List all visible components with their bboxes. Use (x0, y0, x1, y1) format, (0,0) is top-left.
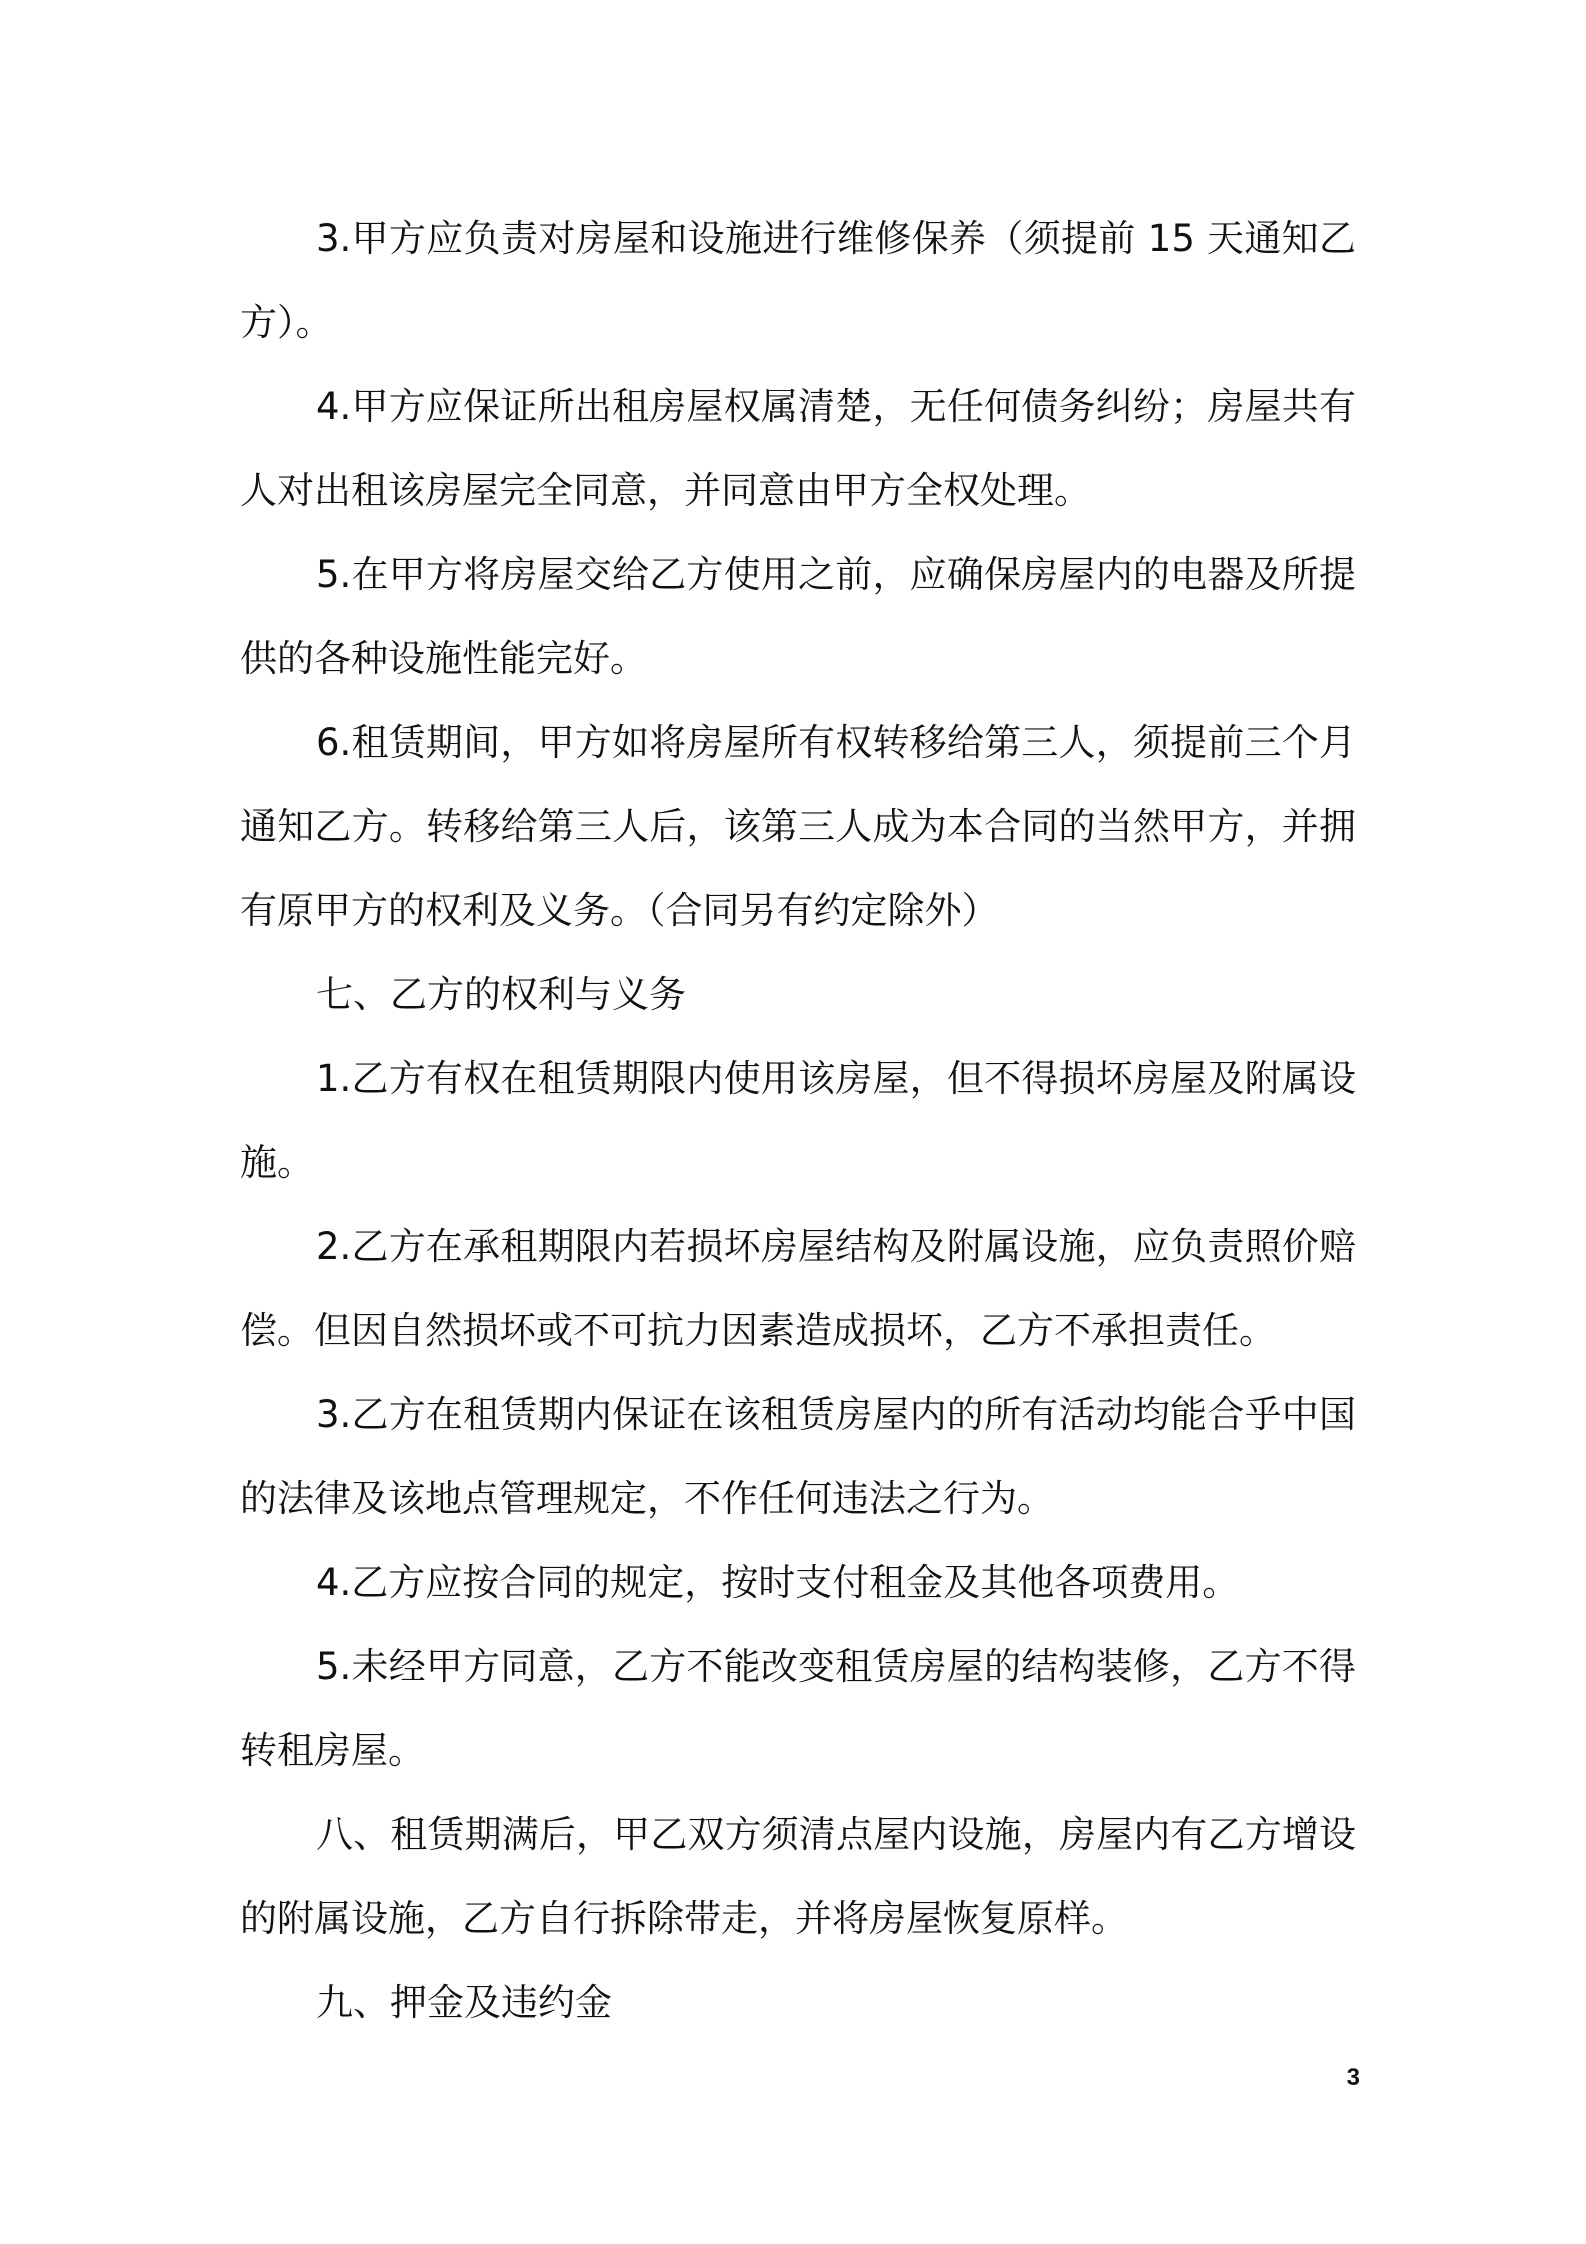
section-heading-tenant-rights: 七、乙方的权利与义务 (316, 973, 686, 1016)
paragraph-landlord-maintenance: 3.甲方应负责对房屋和设施进行维修保养（须提前 15 天通知乙方）。 (240, 217, 1356, 344)
paragraph-tenant-payment: 4.乙方应按合同的规定，按时支付租金及其他各项费用。 (316, 1561, 1240, 1604)
paragraph-tenant-use: 1.乙方有权在租赁期限内使用该房屋，但不得损坏房屋及附属设施。 (240, 1057, 1356, 1184)
page-number: 3 (1346, 2064, 1360, 2091)
paragraph-tenant-sublet: 5.未经甲方同意，乙方不能改变租赁房屋的结构装修，乙方不得转租房屋。 (240, 1645, 1356, 1772)
paragraph-tenant-damage: 2.乙方在承租期限内若损坏房屋结构及附属设施，应负责照价赔偿。但因自然损坏或不可抗力因素造成损坏，乙方不承担责任。 (240, 1225, 1356, 1352)
section-heading-lease-end: 八、租赁期满后，甲乙双方须清点屋内设施，房屋内有乙方增设的附属设施，乙方自行拆除带走，并将房屋恢复原样。 (240, 1813, 1356, 1940)
paragraph-tenant-legal: 3.乙方在租赁期内保证在该租赁房屋内的所有活动均能合乎中国的法律及该地点管理规定，不作任何违法之行为。 (240, 1393, 1356, 1520)
paragraph-landlord-handover: 5.在甲方将房屋交给乙方使用之前，应确保房屋内的电器及所提供的各种设施性能完好。 (240, 553, 1356, 680)
section-heading-deposit: 九、押金及违约金 (316, 1981, 612, 2024)
paragraph-landlord-transfer: 6.租赁期间，甲方如将房屋所有权转移给第三人，须提前三个月通知乙方。转移给第三人后，该第三人成为本合同的当然甲方，并拥有原甲方的权利及义务。（合同另有约定除外） (240, 721, 1356, 932)
document-body (240, 197, 1356, 2045)
paragraph-landlord-title: 4.甲方应保证所出租房屋权属清楚，无任何债务纠纷；房屋共有人对出租该房屋完全同意，并同意由甲方全权处理。 (240, 385, 1356, 512)
